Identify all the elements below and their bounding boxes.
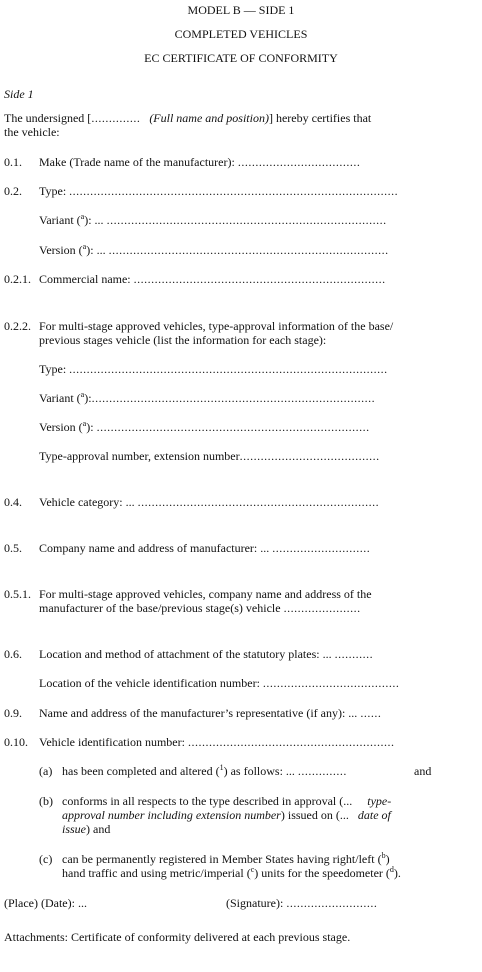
intro-fullname: (Full name and position): [149, 111, 269, 125]
condition-c-paren-1: ): [385, 852, 390, 866]
variant-line-1: [39, 213, 387, 228]
item-0-2-2-num: 0.2.2.: [4, 319, 31, 333]
intro-dots: ..............: [91, 111, 141, 125]
item-0-2-1: [39, 272, 386, 287]
signature-line: [226, 896, 377, 911]
type-line-2: [39, 362, 388, 377]
item-0-5-1-num: 0.5.1.: [4, 587, 31, 601]
variant-1-after: ): ...: [84, 213, 107, 227]
variant-2-dots: .................................................................................: [91, 391, 376, 405]
type-approval-number-dots: ........................................: [239, 449, 380, 463]
header-certificate-title: EC CERTIFICATE OF CONFORMITY: [144, 51, 338, 65]
item-0-4-dots: .....................................................................: [137, 495, 380, 509]
item-0-6-text: Location and method of attachment of the statutory plates: ...: [39, 647, 335, 661]
variant-1-dots: ................................................................................: [106, 213, 387, 227]
condition-b-approval-number: approval number including extension number: [62, 808, 281, 822]
item-0-4: [39, 495, 379, 510]
condition-c-text-3: ) units for the speedometer (: [254, 866, 390, 880]
condition-b-issue: issue: [62, 822, 86, 836]
place-date: (Place) (Date): ...: [4, 896, 87, 910]
variant-1-sup: a: [80, 212, 85, 221]
item-0-1: [39, 155, 360, 170]
item-0-2-1-num: 0.2.1.: [4, 272, 31, 286]
item-0-1-text: Make (Trade name of the manufacturer):: [39, 155, 238, 169]
version-1-after: ): ...: [86, 243, 109, 257]
header-completed-vehicles: COMPLETED VEHICLES: [174, 27, 308, 41]
side-label: Side 1: [4, 87, 34, 101]
item-0-5-1-dots: ......................: [283, 601, 361, 615]
condition-b-text-1: conforms in all respects to the type described in approval (...: [62, 794, 356, 808]
condition-a-sup: 1: [219, 763, 224, 772]
condition-b-line-2: [62, 808, 391, 823]
type-2-text: Type:: [39, 362, 70, 376]
intro-text-a: The undersigned [: [4, 111, 92, 125]
item-0-5-dots: ............................: [272, 541, 371, 555]
item-0-5-num: 0.5.: [4, 541, 22, 555]
item-0-10: [39, 735, 394, 750]
condition-c-text-1: can be permanently registered in Member States having right/left (: [62, 852, 382, 866]
item-0-1-dots: ...................................: [237, 155, 361, 169]
version-2-sup: a: [82, 419, 87, 428]
vin-location-text: Location of the vehicle identification number:: [39, 676, 263, 690]
type-2-dots: ...........................................................................................: [69, 362, 388, 376]
item-0-5: [39, 541, 370, 556]
condition-c-sup-b: b: [381, 851, 386, 860]
item-0-10-dots: ...........................................................: [187, 735, 395, 749]
version-line-1: [39, 243, 389, 258]
item-0-9-text: Name and address of the manufacturer’s representative (if any): ...: [39, 706, 361, 720]
item-0-10-text: Vehicle identification number:: [39, 735, 188, 749]
vin-location-line: [39, 676, 399, 691]
intro-text-c: ] hereby certifies that: [268, 111, 372, 125]
header-model: MODEL B — SIDE 1: [187, 3, 295, 17]
attachments: Attachments: Certificate of conformity delivered at each previous stage.: [4, 930, 351, 944]
condition-b-and: ) and: [86, 822, 111, 836]
condition-a-dots: ..............: [297, 764, 347, 778]
version-2-text: Version (: [39, 420, 83, 434]
condition-c-sup-d: d: [389, 865, 394, 874]
condition-a: [62, 764, 347, 779]
item-0-9-dots: ......: [360, 706, 382, 720]
item-0-10-num: 0.10.: [4, 735, 28, 749]
signature-dots: ..........................: [286, 896, 378, 910]
item-0-9: [39, 706, 381, 721]
item-0-2-text: Type:: [39, 184, 70, 198]
item-0-6-num: 0.6.: [4, 647, 22, 661]
item-0-2-2-line-1: For multi-stage approved vehicles, type-approval information of the base/: [39, 319, 394, 333]
version-1-dots: ................................................................................: [108, 243, 389, 257]
intro-line-2: the vehicle:: [4, 125, 60, 139]
condition-b-issued-on: ) issued on (...: [280, 808, 352, 822]
version-2-dots: ..............................................................................: [96, 420, 370, 434]
condition-b-type: type-: [367, 794, 392, 808]
condition-c-end: ).: [393, 866, 401, 880]
item-0-5-1-line-1: For multi-stage approved vehicles, company name and address of the: [39, 587, 372, 601]
item-0-4-text: Vehicle category: ...: [39, 495, 138, 509]
item-0-5-1-line-2-text: manufacturer of the base/previous stage(s) vehicle: [39, 601, 284, 615]
condition-b-label: (b): [39, 794, 53, 808]
item-0-5-text: Company name and address of manufacturer: ...: [39, 541, 273, 555]
version-1-text: Version (: [39, 243, 83, 257]
variant-2-text: Variant (: [39, 391, 81, 405]
condition-c-sup-c: c: [250, 865, 255, 874]
item-0-6-dots: ...........: [334, 647, 374, 661]
vin-location-dots: .......................................: [262, 676, 400, 690]
condition-c-line-2: [62, 866, 401, 881]
condition-b-line-3: [62, 822, 110, 837]
version-1-sup: a: [82, 242, 87, 251]
item-0-4-num: 0.4.: [4, 495, 22, 509]
condition-a-text-1: has been completed and altered (: [62, 764, 220, 778]
condition-b-line-1: [62, 794, 391, 809]
condition-c-text-2: hand traffic and using metric/imperial (: [62, 866, 251, 880]
condition-a-and: and: [414, 764, 432, 778]
type-approval-number-text: Type-approval number, extension number: [39, 449, 240, 463]
item-0-2-dots: ..............................................................................................: [69, 184, 399, 198]
item-0-5-1-line-2: [39, 601, 361, 616]
variant-line-2: [39, 391, 375, 406]
signature-text: (Signature):: [226, 896, 287, 910]
type-approval-number-line: [39, 449, 380, 464]
version-2-after: ):: [86, 420, 97, 434]
intro-line-1: [4, 111, 371, 126]
variant-1-text: Variant (: [39, 213, 81, 227]
condition-c-label: (c): [39, 852, 53, 866]
item-0-2-num: 0.2.: [4, 184, 22, 198]
condition-b-date-of: date of: [357, 808, 391, 822]
variant-2-after: ):: [84, 391, 92, 405]
condition-a-label: (a): [39, 764, 53, 778]
item-0-2-1-dots: ........................................................................: [133, 272, 386, 286]
item-0-2-2-line-2: previous stages vehicle (list the information for each stage):: [39, 333, 327, 347]
item-0-2-1-text: Commercial name:: [39, 272, 134, 286]
variant-2-sup: a: [80, 390, 85, 399]
item-0-9-num: 0.9.: [4, 706, 22, 720]
item-0-6: [39, 647, 373, 662]
version-line-2: [39, 420, 370, 435]
item-0-2: [39, 184, 398, 199]
condition-a-text-2: ) as follows: ...: [223, 764, 298, 778]
condition-c-line-1: [62, 852, 390, 867]
item-0-1-num: 0.1.: [4, 155, 22, 169]
